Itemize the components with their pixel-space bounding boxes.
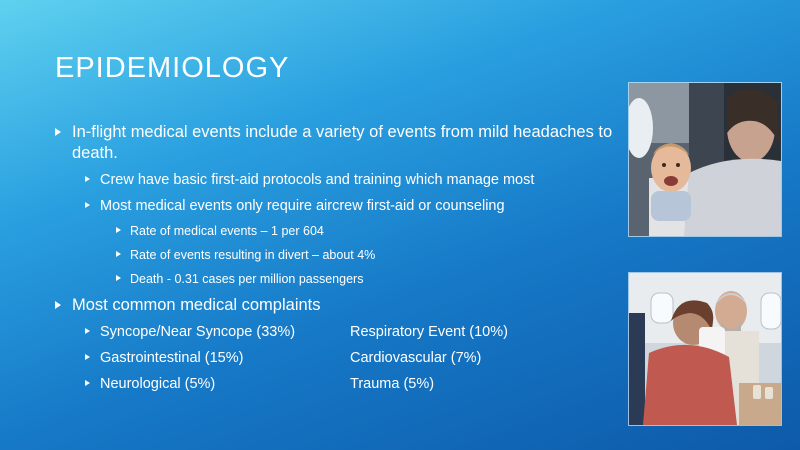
- bullet-arrow-icon: [85, 380, 90, 386]
- complaint-left: Neurological (5%): [100, 376, 216, 392]
- bullet-text: Rate of events resulting in divert – about 4%: [130, 248, 376, 262]
- bullet-text: Crew have basic first-aid protocols and training which manage most: [100, 172, 535, 188]
- bullet-level1: [55, 122, 625, 164]
- photo-crying-child: [628, 82, 782, 237]
- complaint-row: [100, 323, 625, 341]
- complaint-right: Trauma (5%): [350, 376, 435, 392]
- bullet-level2: [55, 171, 625, 189]
- bullet-arrow-icon: [85, 354, 90, 360]
- complaint-right: Respiratory Event (10%): [350, 324, 508, 340]
- bullet-arrow-icon: [116, 227, 121, 233]
- bullet-text: Most medical events only require aircrew first-aid or counseling: [100, 198, 505, 214]
- bullet-text: Most common medical complaints: [72, 296, 321, 314]
- bullet-text: Death - 0.31 cases per million passengers: [130, 272, 364, 286]
- bullet-text: Rate of medical events – 1 per 604: [130, 224, 324, 238]
- bullet-arrow-icon: [55, 301, 61, 309]
- bullet-level3: [55, 223, 625, 239]
- complaint-left: Gastrointestinal (15%): [100, 350, 244, 366]
- slide-title: EPIDEMIOLOGY: [55, 52, 290, 84]
- bullet-arrow-icon: [85, 176, 90, 182]
- bullet-text: In-flight medical events include a variety of events from mild headaches to death.: [72, 123, 613, 162]
- bullet-arrow-icon: [116, 251, 121, 257]
- bullet-list: [55, 122, 625, 401]
- complaint-row: [100, 349, 625, 367]
- bullet-arrow-icon: [85, 328, 90, 334]
- bullet-level3: [55, 271, 625, 287]
- bullet-arrow-icon: [55, 128, 61, 136]
- bullet-arrow-icon: [85, 202, 90, 208]
- complaint-row: [100, 375, 625, 393]
- photo-sick-passenger: [628, 272, 782, 426]
- complaint-right: Cardiovascular (7%): [350, 350, 482, 366]
- bullet-level2: [55, 375, 625, 393]
- bullet-level2: [55, 323, 625, 341]
- bullet-arrow-icon: [116, 275, 121, 281]
- bullet-level2: [55, 197, 625, 215]
- complaint-left: Syncope/Near Syncope (33%): [100, 324, 296, 340]
- bullet-level2: [55, 349, 625, 367]
- bullet-level3: [55, 247, 625, 263]
- bullet-level1: [55, 295, 625, 316]
